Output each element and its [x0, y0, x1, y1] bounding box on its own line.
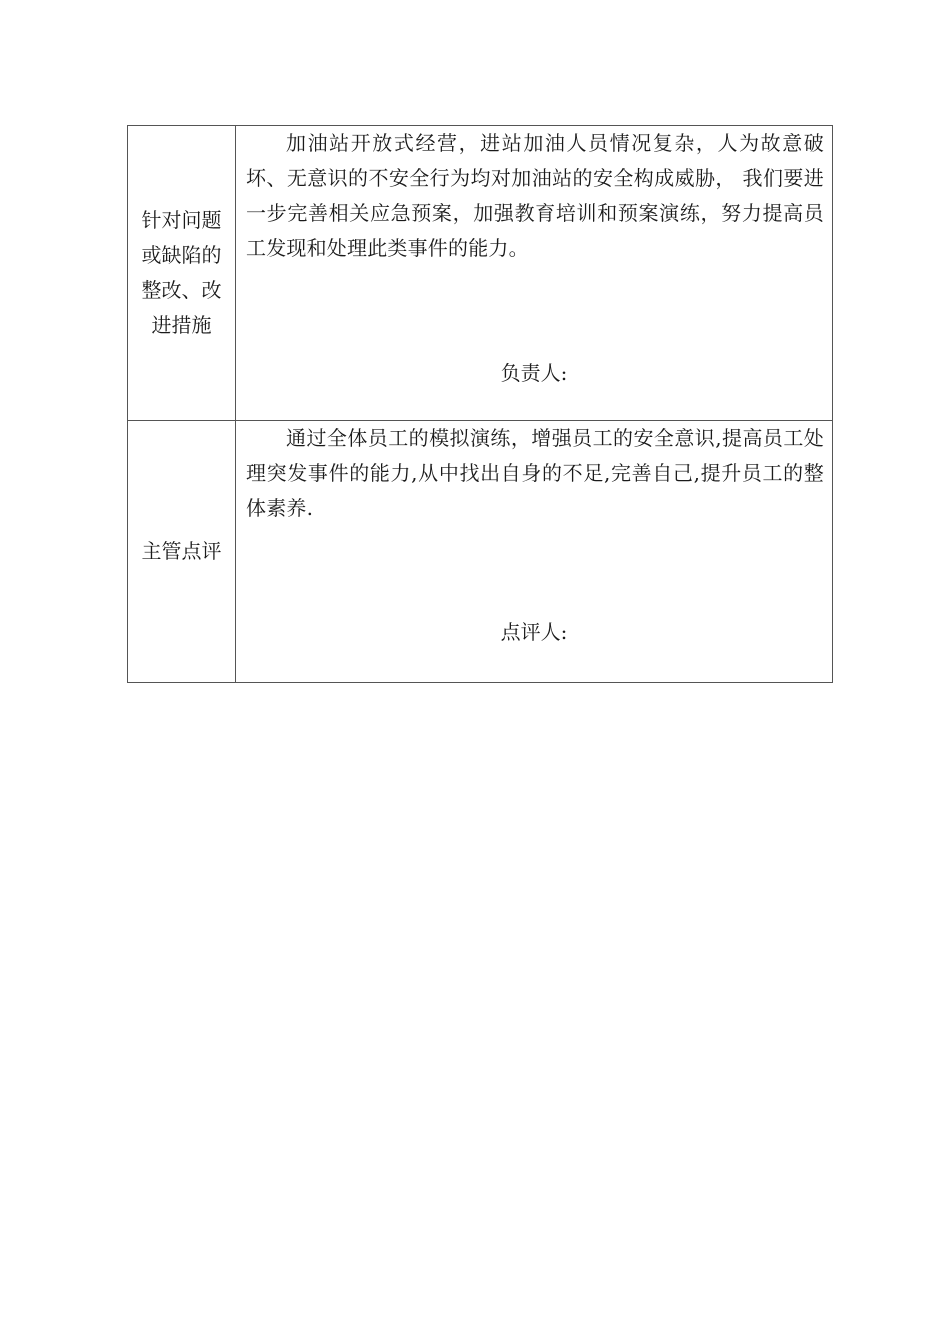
rectification-label: 针对问题或缺陷的整改、改进措施	[141, 208, 222, 337]
supervisor-review-content-text: 通过全体员工的模拟演练，增强员工的安全意识,提高员工处理突发事件的能力,从中找出自身的不足,完善自己,提升员工的整体素养.	[246, 426, 824, 520]
rectification-content-text: 加油站开放式经营，进站加油人员情况复杂，人为故意破坏、无意识的不安全行为均对加油站的安全构成威胁， 我们要进一步完善相关应急预案，加强教育培训和预案演练，努力提高员工发现和处理此类事件的能力。	[246, 131, 824, 260]
table-row-rectification	[128, 126, 833, 421]
rectification-content-cell	[236, 126, 833, 421]
supervisor-review-content-cell	[236, 421, 833, 683]
table-row-supervisor-review	[128, 421, 833, 683]
row-label-cell	[128, 126, 236, 421]
supervisor-review-label: 主管点评	[141, 539, 222, 563]
reviewer-label: 点评人:	[500, 620, 568, 644]
responsible-person-label: 负责人:	[500, 361, 568, 385]
row-label-cell	[128, 421, 236, 683]
report-form-table	[127, 125, 833, 683]
